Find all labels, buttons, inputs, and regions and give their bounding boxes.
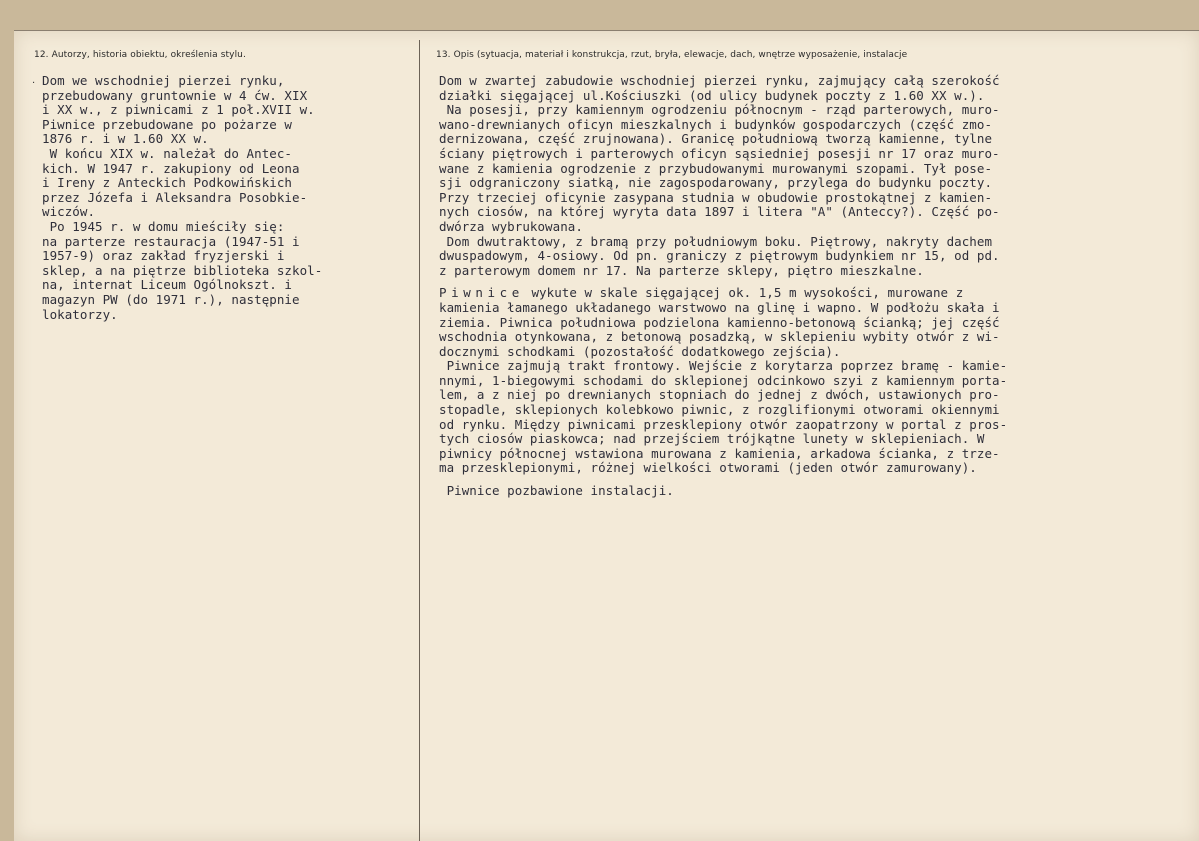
text-line: Piwnice pozbawione instalacji.	[439, 483, 674, 499]
right-column-header: 13. Opis (sytuacja, materiał i konstrukcja, rzut, bryła, elewacje, dach, wnętrze wyposażenie, instalacje	[436, 50, 908, 60]
right-column-text	[439, 74, 1194, 499]
text-line: sji odgraniczony siatką, nie zagospodarowany, przylega do budynku poczty.	[439, 175, 993, 191]
piwnice-heading: Piwnice	[439, 285, 524, 301]
text-line: stopadle, sklepionych kolebkowo piwnic, z rozglifionymi otworami okiennymi	[439, 402, 1000, 418]
text-line: Piwnice przebudowane po pożarze w	[42, 116, 292, 132]
text-line: ściany piętrowych i parterowych oficyn sąsiedniej posesji nr 17 oraz muro-	[439, 145, 1000, 161]
text-line: przebudowany gruntownie w 4 ćw. XIX	[42, 87, 308, 103]
text-line: nych ciosów, na której wyryta data 1897 i litera "A" (Anteccy?). Część po-	[439, 204, 1000, 220]
text-line: wiczów.	[42, 204, 96, 220]
text-line: wschodnia otynkowana, z betonową posadzką, w sklepieniu wybity otwór z wi-	[439, 329, 1000, 345]
text-line: nnymi, 1-biegowymi schodami do sklepionej odcinkowo szyi z kamiennym porta-	[439, 372, 1008, 388]
text-line: lem, a z niej po drewnianych stopniach do jednej z dwóch, ustawionych pro-	[439, 387, 1000, 403]
document-sheet	[14, 30, 1199, 841]
text-line: na, internat Liceum Ogólnokszt. i	[42, 277, 292, 293]
top-rule	[14, 30, 1199, 31]
text-line: kamienia łamanego układanego warstwowo na glinę i wapno. W podłożu skała i	[439, 299, 1000, 315]
text-line: na parterze restauracja (1947-51 i	[42, 233, 300, 249]
text-line: od rynku. Między piwnicami przesklepiony otwór zaopatrzony w portal z pros-	[439, 416, 1008, 432]
column-divider	[419, 40, 420, 841]
text-line: Dom we wschodniej pierzei rynku,	[42, 73, 285, 88]
text-line: dernizowana, część zrujnowana). Granicę południową tworzą kamienne, tylne	[439, 131, 993, 147]
text-line: dwuspadowym, 4-osiowy. Od pn. graniczy z piętrowym budynkiem nr 15, od pd.	[439, 248, 1000, 264]
text-line: wane z kamienia ogrodzenie z przybudowanymi murowanymi szopami. Tył pose-	[439, 160, 993, 176]
text-line: W końcu XIX w. należał do Antec-	[42, 145, 292, 161]
text-line: docznymi schodkami (pozostałość dodatkowego zejścia).	[439, 343, 841, 359]
text-line: dwórza wybrukowana.	[439, 218, 583, 234]
text-line	[439, 286, 1194, 301]
text-line: i XX w., z piwnicami z 1 poł.XVII w.	[42, 102, 315, 118]
text-line: i Ireny z Anteckich Podkowińskich	[42, 175, 292, 191]
text-line: ziemia. Piwnica południowa podzielona kamienno-betonową ścianką; jej część	[439, 314, 1000, 330]
text-line: wano-drewnianych oficyn mieszkalnych i budynków gospodarczych (część zmo-	[439, 116, 993, 132]
text-line: Przy trzeciej oficynie zasypana studnia w obudowie prostokątnej z kamien-	[439, 189, 993, 205]
text-line: 1876 r. i w 1.60 XX w.	[42, 131, 209, 147]
bullet-mark: ·	[32, 78, 36, 89]
text-line: kich. W 1947 r. zakupiony od Leona	[42, 160, 300, 176]
text-line: ma przesklepionymi, różnej wielkości otworami (jeden otwór zamurowany).	[439, 460, 977, 476]
text-line: Dom dwutraktowy, z bramą przy południowym boku. Piętrowy, nakryty dachem	[439, 233, 993, 249]
left-column-header: 12. Autorzy, historia obiektu, określenia stylu.	[34, 50, 246, 60]
text-line: lokatorzy.	[42, 306, 118, 322]
text-line: z parterowym domem nr 17. Na parterze sklepy, piętro mieszkalne.	[439, 262, 924, 278]
text-line: Piwnice zajmują trakt frontowy. Wejście z korytarza poprzez bramę - kamie-	[439, 358, 1008, 374]
text-line: Na posesji, przy kamiennym ogrodzeniu północnym - rząd parterowych, muro-	[439, 102, 1000, 118]
text-line: sklep, a na piętrze biblioteka szkol-	[42, 262, 323, 278]
text-line: 1957-9) oraz zakład fryzjerski i	[42, 248, 285, 264]
text-line: piwnicy północnej wstawiona murowana z kamienia, arkadowa ścianka, z trze-	[439, 445, 1000, 461]
text-line: Dom w zwartej zabudowie wschodniej pierzei rynku, zajmujący całą szerokość	[439, 73, 1000, 88]
text-line: Po 1945 r. w domu mieściły się:	[42, 218, 285, 234]
text-line: magazyn PW (do 1971 r.), następnie	[42, 291, 300, 307]
text-fragment: wykute w skale sięgającej ok. 1,5 m wysokości, murowane z	[523, 285, 964, 301]
text-line: działki sięgającej ul.Kościuszki (od ulicy budynek poczty z 1.60 XX w.).	[439, 87, 985, 103]
text-line: tych ciosów piaskowca; nad przejściem trójkątne lunety w sklepieniach. W	[439, 431, 985, 447]
text-line: przez Józefa i Aleksandra Posobkie-	[42, 189, 308, 205]
left-column-text	[42, 74, 412, 322]
